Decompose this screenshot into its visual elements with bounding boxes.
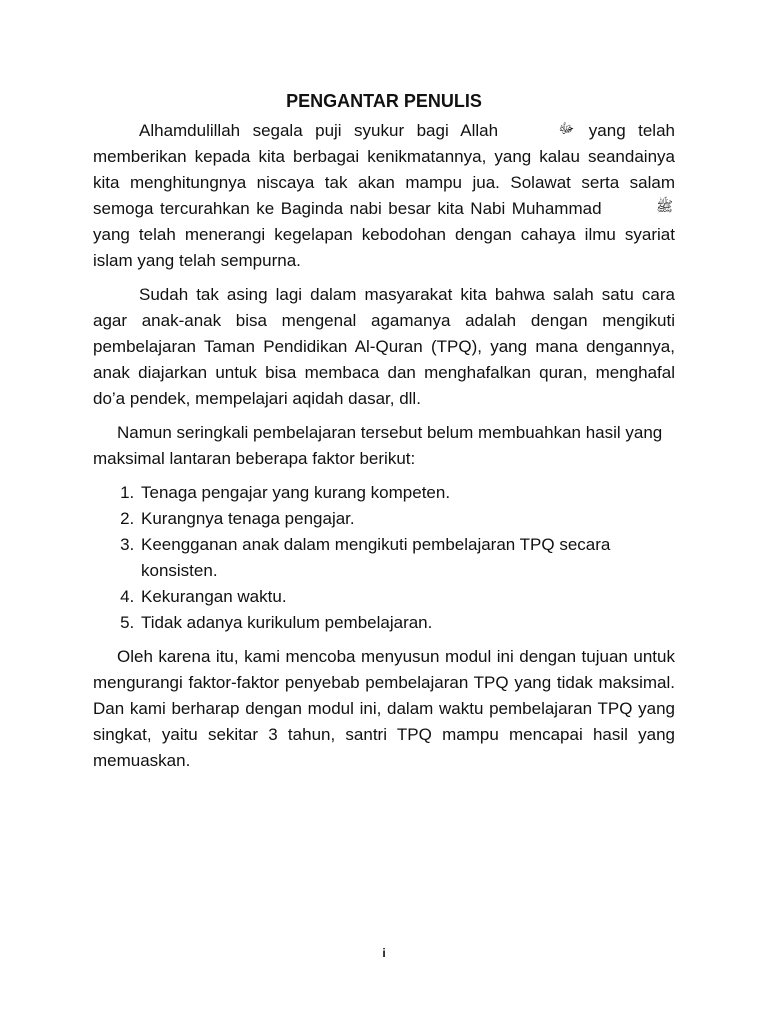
page-title: PENGANTAR PENULIS: [286, 91, 482, 111]
paragraph-intro-part-1: Alhamdulillah segala puji syukur bagi Allah: [139, 121, 499, 140]
page-number: i: [382, 946, 386, 960]
paragraph-factors-intro: Namun seringkali pembelajaran tersebut belum membuahkan hasil yang maksimal lantaran beberapa faktor berikut:: [93, 423, 663, 468]
list-item: 3. Keengganan anak dalam mengikuti pembelajaran TPQ secara konsisten.: [139, 532, 675, 584]
list-item: 1. Tenaga pengajar yang kurang kompeten.: [139, 480, 675, 506]
honorific-allah-icon: ﷻ: [558, 120, 575, 136]
paragraph-intro: [93, 118, 675, 274]
paragraph-closing: Oleh karena itu, kami mencoba menyusun modul ini dengan tujuan untuk mengurangi faktor-faktor penyebab pembelajaran TPQ yang tidak maksimal. Dan kami berharap dengan modul ini, dalam waktu pembelajaran TPQ yang singkat, yaitu sekitar 3 tahun, santri TPQ mampu mencapai hasil yang memuaskan.: [93, 647, 675, 770]
paragraph-intro-part-3: yang telah menerangi kegelapan kebodohan dengan cahaya ilmu syariat islam yang telah sempurna.: [93, 225, 675, 270]
document-page: [93, 88, 675, 782]
list-item: 2. Kurangnya tenaga pengajar.: [139, 506, 675, 532]
honorific-muhammad-icon: ﷺ: [656, 198, 673, 214]
paragraph-intro-part-2: yang telah memberikan kepada kita berbagai kenikmatannya, yang kalau seandainya kita menghitungnya niscaya tak akan mampu jua. Solawat serta salam semoga tercurahkan ke Baginda nabi besar kita Nabi Muhammad: [93, 121, 675, 218]
paragraph-tpq: Sudah tak asing lagi dalam masyarakat kita bahwa salah satu cara agar anak-anak bisa mengenal agamanya adalah dengan mengikuti pembelajaran Taman Pendidikan Al-Quran (TPQ), yang mana dengannya, anak diajarkan untuk bisa membaca dan menghafalkan quran, menghafal do’a pendek, mempelajari aqidah dasar, dll.: [93, 285, 675, 408]
list-item: 5. Tidak adanya kurikulum pembelajaran.: [139, 610, 675, 636]
list-item: 4. Kekurangan waktu.: [139, 584, 675, 610]
factors-list: [93, 480, 675, 636]
